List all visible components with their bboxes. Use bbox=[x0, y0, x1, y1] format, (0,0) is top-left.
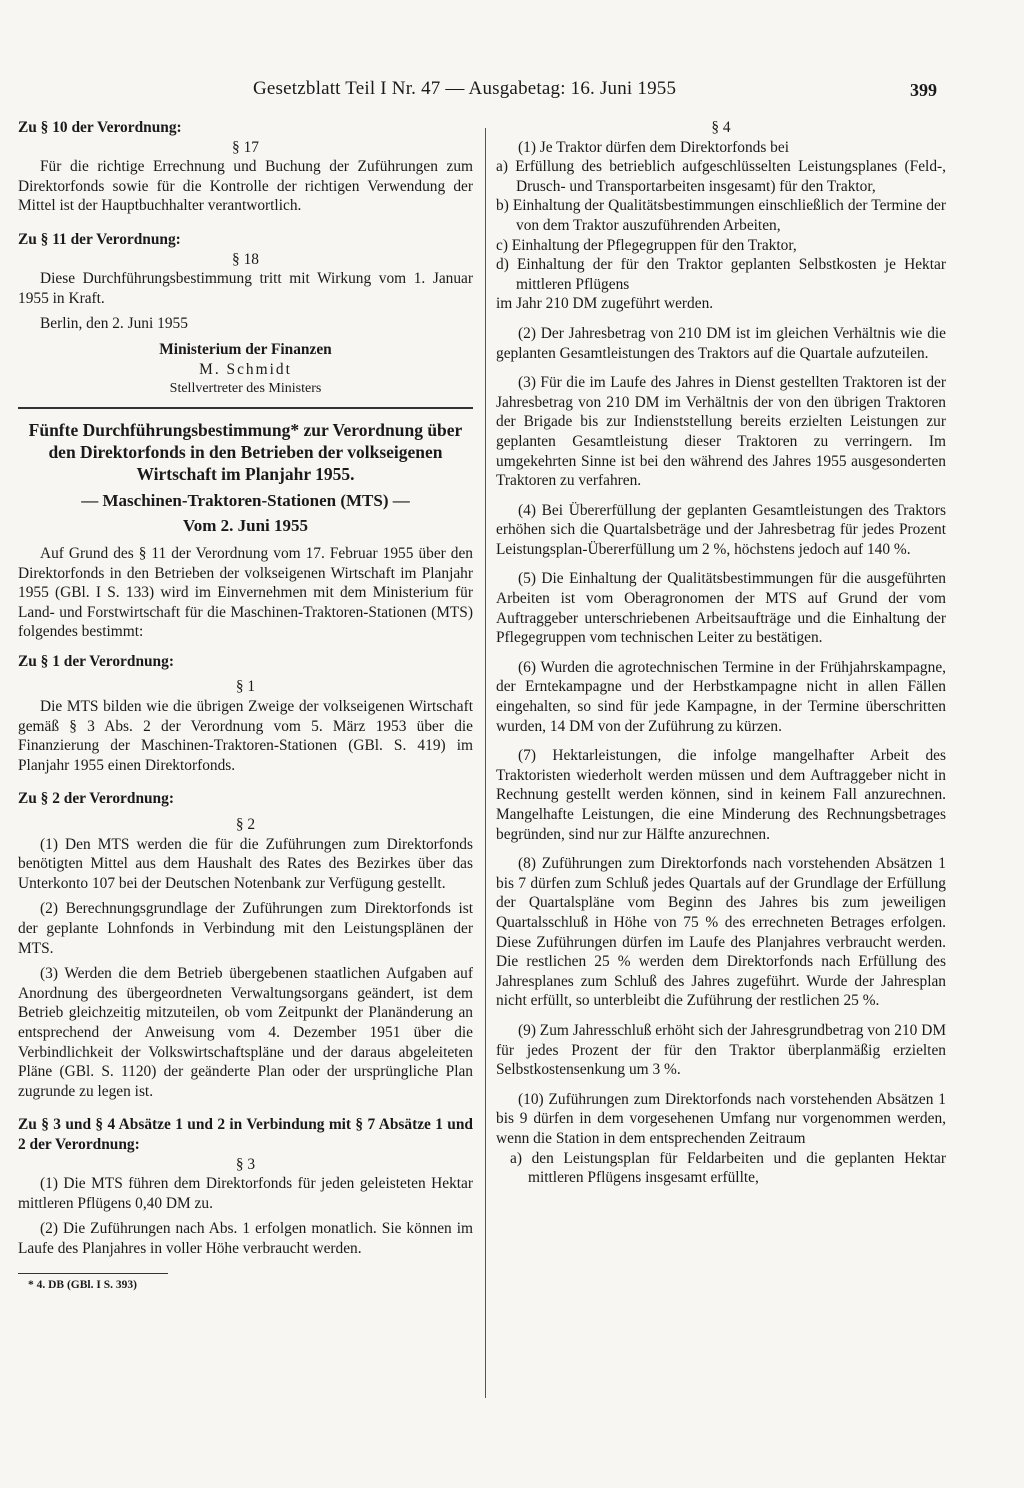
footnote: * 4. DB (GBl. I S. 393) bbox=[28, 1278, 137, 1291]
paragraph-text: (4) Bei Übererfüllung der geplanten Gesamtleistungen des Traktors erhöhen sich die Quartalsbeträge und der Jahresbetrag für jedes Prozent Leistungsplan-Übererfüllung um 2 %, höchstens jedoch auf 140 %. bbox=[496, 501, 946, 558]
paragraph-text: (3) Für die im Laufe des Jahres in Dienst gestellten Traktoren ist der Jahresbetrag von 210 DM im Verhältnis der von den übrigen Traktoren der Brigade bis zur Indienststellung bereits erzielten Leistungen zur geplanten Gesamtleistung dieser Traktoren zu verringern. Im umgekehrten Sinne ist bei den während des Jahres 1955 ausgesonderten Traktoren zu verfahren. bbox=[496, 374, 946, 490]
paragraph-text: (2) Berechnungsgrundlage der Zuführungen zum Direktorfonds ist der geplante Lohnfonds in Verbindung mit den Leistungsplänen der MTS. bbox=[18, 900, 473, 957]
preamble-text: Auf Grund des § 11 der Verordnung vom 17. Februar 1955 über den Direktorfonds in den Betrieben der volkseigenen Wirtschaft im Planjahr 1955 (GBl. I S. 133) wird im Einvernehmen mit dem Ministerium für Land- und Forstwirtschaft für die Maschinen-Traktoren-Stationen (MTS) folgendes bestimmt: bbox=[18, 544, 473, 641]
section-heading: Zu § 11 der Verordnung: bbox=[18, 230, 181, 248]
column-divider bbox=[485, 128, 486, 1398]
list-item: a) Erfüllung des betrieblich aufgeschlüsselten Leistungsplanes (Feld-, Drusch- und Transportarbeiten insgesamt) für den Traktor, bbox=[496, 158, 946, 195]
signature-name: M. Schmidt bbox=[199, 360, 292, 378]
paragraph-number: § 2 bbox=[235, 816, 256, 834]
paragraph-text: (7) Hektarleistungen, die infolge mangelhafter Arbeit des Traktoristen wiederholt werden müssen und dem Auftraggeber nicht in Rechnung gestellt werden können, sind in keinem Fall anzurechnen. Mangelhafte Leistungen, die eine Minderung des Rechnungsbetrages begründen, sind nur zur Hälfte anzurechnen. bbox=[496, 747, 946, 843]
paragraph-text: (1) Den MTS werden die für die Zuführungen zum Direktorfonds benötigten Mittel aus dem Haushalt des Rates des Bezirkes über das Unterkonto 107 bei der Deutschen Notenbank zur Verfügung gestellt. bbox=[18, 835, 473, 892]
signature-organisation: Ministerium der Finanzen bbox=[159, 340, 332, 358]
list-item: a) den Leistungsplan für Feldarbeiten und die geplanten Hektar mittleren Pflügens insgesamt erfüllte, bbox=[510, 1149, 946, 1187]
place-date: Berlin, den 2. Juni 1955 bbox=[40, 315, 188, 333]
paragraph-text: (9) Zum Jahresschluß erhöht sich der Jahresgrundbetrag von 210 DM für jedes Prozent der für den Traktor überplanmäßig erzielten Selbstkostensenkung um 3 %. bbox=[496, 1021, 946, 1079]
paragraph-text: (5) Die Einhaltung der Qualitätsbestimmungen für die ausgeführten Arbeiten ist vom Oberagronomen der MTS auf Grund der vom Auftraggeber unterschriebenen Arbeitsaufträge und die Einhaltung der Pflegegruppen vom technischen Leiter zu bestätigen. bbox=[496, 570, 946, 647]
paragraph-text: (8) Zuführungen zum Direktorfonds nach vorstehenden Absätzen 1 bis 7 dürfen zum Schluß jedes Quartals auf der Grundlage der Erfüllung der Quartalspläne vom Beginn des Jahres bis zum jeweiligen Quartalsschluß in Höhe von 75 % des errechneten Betrages erfolgen. Diese Zuführungen dürfen im Laufe des Planjahres verbraucht werden. Die restlichen 25 % werden dem Direktorfonds nach Erfüllung des Jahresplanes zum Schluß des Jahres zugeführt. Wurde der Jahresplan nicht erfüllt, so unterbleibt die Zuführung der restlichen 25 %. bbox=[496, 855, 946, 1010]
section-heading: Zu § 1 der Verordnung: bbox=[18, 652, 174, 670]
list-item: d) Einhaltung der für den Traktor geplanten Selbstkosten je Hektar mittleren Pflügens bbox=[496, 256, 946, 293]
section-heading: Zu § 10 der Verordnung: bbox=[18, 119, 182, 136]
section-divider bbox=[18, 407, 473, 409]
paragraph-text: Für die richtige Errechnung und Buchung der Zuführungen zum Direktorfonds sowie für die Kontrolle der richtigen Verwendung der Mittel ist der Hauptbuchhalter verantwortlich. bbox=[18, 158, 473, 215]
paragraph-text: im Jahr 210 DM zugeführt werden. bbox=[496, 295, 714, 313]
list-item: b) Einhaltung der Qualitätsbestimmungen einschließlich der Termine der von dem Traktor auszuführenden Arbeiten, bbox=[496, 197, 946, 234]
list-item: c) Einhaltung der Pflegegruppen für den Traktor, bbox=[496, 236, 797, 254]
document-title: Fünfte Durchführungsbestimmung* zur Verordnung über den Direktorfonds in den Betrieben der volkseigenen Wirtschaft im Planjahr 1955. bbox=[28, 419, 463, 484]
left-column bbox=[18, 118, 473, 1295]
paragraph-text: (6) Wurden die agrotechnischen Termine in der Frühjahrskampagne, der Erntekampagne und der Herbstkampagne nicht in allen Fällen eingehalten, so sind für jede Kampagne, in der Termine überschritten wurden, 14 DM von der Zuführung zu kürzen. bbox=[496, 658, 946, 735]
footnote-divider bbox=[18, 1273, 168, 1274]
paragraph-text: Diese Durchführungsbestimmung tritt mit Wirkung vom 1. Januar 1955 in Kraft. bbox=[18, 270, 473, 307]
section-heading: Zu § 3 und § 4 Absätze 1 und 2 in Verbindung mit § 7 Absätze 1 und 2 der Verordnung: bbox=[18, 1116, 473, 1153]
paragraph-number: § 1 bbox=[235, 678, 256, 696]
paragraph-number: § 18 bbox=[232, 250, 259, 268]
paragraph-text: (1) Je Traktor dürfen dem Direktorfonds bei bbox=[518, 138, 789, 156]
paragraph-number: § 4 bbox=[711, 119, 731, 136]
signature-role: Stellvertreter des Ministers bbox=[169, 381, 322, 397]
right-column bbox=[496, 118, 946, 1188]
document-date: Vom 2. Juni 1955 bbox=[182, 516, 308, 536]
section-heading: Zu § 2 der Verordnung: bbox=[18, 790, 174, 808]
header-title: Gesetzblatt Teil I Nr. 47 — Ausgabetag: 16. Juni 1955 bbox=[253, 78, 677, 99]
page-header bbox=[0, 78, 1024, 108]
paragraph-number: § 3 bbox=[235, 1155, 256, 1173]
paragraph-text: Die MTS bilden wie die übrigen Zweige der volkseigenen Wirtschaft gemäß § 3 Abs. 2 der Verordnung vom 5. März 1953 über die Finanzierung der Maschinen-Traktoren-Stationen (GBl. S. 419) im Planjahr 1955 einen Direktorfonds. bbox=[18, 698, 473, 774]
paragraph-text: (2) Der Jahresbetrag von 210 DM ist im gleichen Verhältnis wie die geplanten Gesamtleistungen des Traktors auf die Quartale aufzuteilen. bbox=[496, 324, 946, 362]
paragraph-number: § 17 bbox=[232, 138, 259, 156]
document-subtitle: — Maschinen-Traktoren-Stationen (MTS) — bbox=[81, 490, 410, 510]
paragraph-text: (10) Zuführungen zum Direktorfonds nach vorstehenden Absätzen 1 bis 9 dürfen in dem vorgesehenen Umfang nur vorgenommen werden, wenn die Station in dem entsprechenden Zeitraum bbox=[496, 1090, 946, 1147]
paragraph-text: (1) Die MTS führen dem Direktorfonds für jeden geleisteten Hektar mittleren Pflügens 0,40 DM zu. bbox=[18, 1175, 473, 1212]
paragraph-text: (2) Die Zuführungen nach Abs. 1 erfolgen monatlich. Sie können im Laufe des Planjahres in voller Höhe verbraucht werden. bbox=[18, 1220, 473, 1257]
paragraph-text: (3) Werden die dem Betrieb übergebenen staatlichen Aufgaben auf Anordnung des übergeordneten Verwaltungsorgans geändert, ist dem Betrieb gleichzeitig mitzuteilen, ob vom Zeitpunkt der Planänderung an entsprechend der Anweisung vom 4. Dezember 1951 über die Verbindlichkeit der Volkswirtschaftspläne und der daraus abgeleiteten Pläne (GBl. S. 1120) der geänderte Plan oder der ursprüngliche Plan zugrunde zu legen ist. bbox=[18, 965, 473, 1100]
page-number: 399 bbox=[910, 80, 937, 100]
